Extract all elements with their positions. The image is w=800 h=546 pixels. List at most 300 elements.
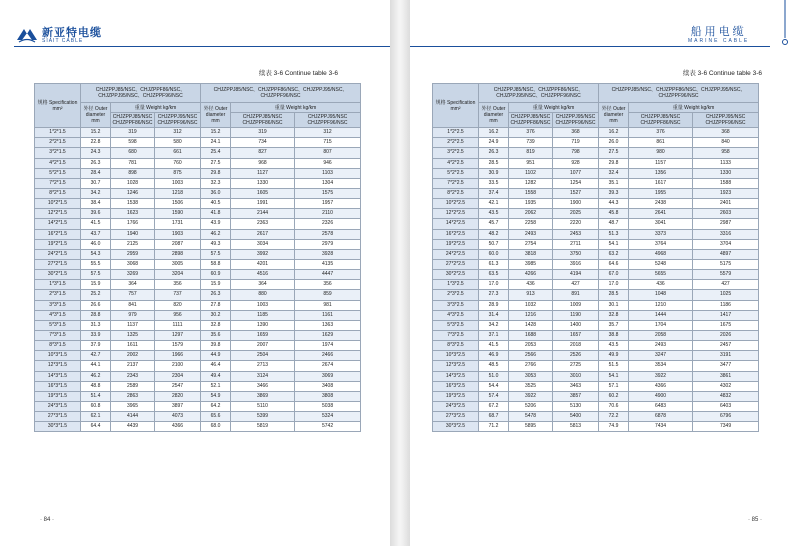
value-cell: 31.4 [479, 310, 509, 320]
value-cell: 24.9 [479, 138, 509, 148]
value-cell: 875 [155, 168, 201, 178]
header-sub-2: CHJZPPJ95/NSC CHJZPPF96/NSC [693, 113, 759, 128]
value-cell: 798 [553, 148, 599, 158]
value-cell: 2018 [553, 341, 599, 351]
value-cell: 319 [111, 128, 155, 138]
spec-cell: 4*2*2.5 [433, 158, 479, 168]
value-cell: 1704 [629, 320, 693, 330]
value-cell: 51.0 [479, 371, 509, 381]
value-cell: 3922 [509, 391, 553, 401]
spec-cell: 16*3*2.5 [433, 381, 479, 391]
table-row [35, 320, 361, 330]
spec-cell: 5*2*1.5 [35, 168, 81, 178]
value-cell: 2026 [693, 330, 759, 340]
value-cell: 49.3 [201, 239, 231, 249]
value-cell: 32.3 [201, 178, 231, 188]
value-cell: 2547 [155, 381, 201, 391]
value-cell: 67.0 [599, 270, 629, 280]
value-cell: 2504 [231, 351, 295, 361]
value-cell: 951 [509, 158, 553, 168]
header-rule [14, 46, 390, 47]
value-cell: 5248 [629, 259, 693, 269]
section-title-en: MARINE CABLE [688, 38, 750, 44]
value-cell: 5895 [509, 422, 553, 432]
header-sub-2: CHJZPPJ95/NSC CHJZPPF96/NSC [553, 113, 599, 128]
value-cell: 49.9 [599, 351, 629, 361]
value-cell: 61.3 [479, 259, 509, 269]
spec-cell: 24*2*1.5 [35, 249, 81, 259]
table-row [433, 391, 759, 401]
value-cell: 2466 [295, 351, 361, 361]
value-cell: 2062 [509, 209, 553, 219]
table-row [35, 361, 361, 371]
value-cell: 33.9 [81, 330, 111, 340]
value-cell: 1048 [629, 290, 693, 300]
table-row [35, 168, 361, 178]
value-cell: 2898 [155, 249, 201, 259]
value-cell: 52.1 [201, 381, 231, 391]
spec-cell: 8*2*1.5 [35, 188, 81, 198]
header-spec: 规格 Specification mm² [433, 84, 479, 128]
value-cell: 3808 [295, 391, 361, 401]
value-cell: 60.0 [479, 249, 509, 259]
value-cell: 1659 [231, 330, 295, 340]
value-cell: 1032 [509, 300, 553, 310]
table-row [35, 422, 361, 432]
value-cell: 3247 [629, 351, 693, 361]
value-cell: 3069 [295, 371, 361, 381]
value-cell: 1617 [629, 178, 693, 188]
value-cell: 2713 [231, 361, 295, 371]
header-sub-1: CHJZPPJ85/NSC CHJZPPF86/NSC [112, 114, 153, 127]
value-cell: 427 [553, 280, 599, 290]
value-cell: 2578 [295, 229, 361, 239]
value-cell: 3010 [553, 371, 599, 381]
header-weight: 重量 Weight kg/km [509, 103, 599, 113]
value-cell: 42.1 [479, 199, 509, 209]
value-cell: 29.8 [599, 158, 629, 168]
value-cell: 1356 [629, 168, 693, 178]
value-cell: 46.4 [201, 361, 231, 371]
value-cell: 33.5 [479, 178, 509, 188]
table-row [433, 229, 759, 239]
value-cell: 30.2 [201, 310, 231, 320]
value-cell: 27.8 [201, 300, 231, 310]
value-cell: 1935 [509, 199, 553, 209]
value-cell: 4366 [629, 381, 693, 391]
value-cell: 4302 [693, 381, 759, 391]
value-cell: 42.7 [81, 351, 111, 361]
header-rule [410, 46, 770, 47]
value-cell: 807 [295, 148, 361, 158]
value-cell: 3204 [155, 270, 201, 280]
table-row [35, 341, 361, 351]
value-cell: 968 [231, 158, 295, 168]
value-cell: 28.8 [81, 310, 111, 320]
value-cell: 3534 [629, 361, 693, 371]
value-cell: 43.5 [479, 209, 509, 219]
value-cell: 6483 [629, 401, 693, 411]
value-cell: 2457 [693, 341, 759, 351]
table-row [433, 300, 759, 310]
table-row [433, 280, 759, 290]
spec-cell: 3*2*2.5 [433, 148, 479, 158]
spec-cell: 3*3*1.5 [35, 300, 81, 310]
value-cell: 2110 [295, 209, 361, 219]
value-cell: 1161 [295, 310, 361, 320]
header-group-2: CHJZPPJ85/NSC、CHJZPPF86/NSC、CHJZPPJ95/NSC、CHJZPPF96/NSC [599, 84, 759, 103]
value-cell: 3857 [553, 391, 599, 401]
spec-cell: 12*3*2.5 [433, 361, 479, 371]
spec-cell: 5*3*1.5 [35, 320, 81, 330]
value-cell: 2258 [509, 219, 553, 229]
value-cell: 368 [553, 128, 599, 138]
value-cell: 39.3 [599, 188, 629, 198]
value-cell: 7349 [693, 422, 759, 432]
value-cell: 891 [553, 290, 599, 300]
table-row [35, 270, 361, 280]
value-cell: 1588 [693, 178, 759, 188]
value-cell: 2125 [111, 239, 155, 249]
value-cell: 4832 [693, 391, 759, 401]
value-cell: 1923 [693, 188, 759, 198]
spec-cell: 2*2*1.5 [35, 138, 81, 148]
value-cell: 17.0 [599, 280, 629, 290]
value-cell: 719 [553, 138, 599, 148]
value-cell: 28.9 [479, 300, 509, 310]
value-cell: 63.2 [599, 249, 629, 259]
table-row [433, 239, 759, 249]
value-cell: 928 [553, 158, 599, 168]
spec-cell: 8*3*1.5 [35, 341, 81, 351]
value-cell: 2326 [295, 219, 361, 229]
header-weight: 重量 Weight kg/km [231, 103, 361, 113]
value-cell: 25.2 [81, 290, 111, 300]
section-title-cn: 船用电缆 [690, 25, 747, 38]
value-cell: 5813 [553, 422, 599, 432]
header-sub-1: CHJZPPJ85/NSC CHJZPPF86/NSC [629, 113, 693, 128]
value-cell: 60.8 [81, 401, 111, 411]
value-cell: 5742 [295, 422, 361, 432]
value-cell: 958 [693, 148, 759, 158]
value-cell: 1246 [111, 188, 155, 198]
value-cell: 368 [693, 128, 759, 138]
value-cell: 64.4 [81, 422, 111, 432]
value-cell: 46.0 [81, 239, 111, 249]
value-cell: 1590 [155, 209, 201, 219]
value-cell: 54.4 [479, 381, 509, 391]
value-cell: 4194 [553, 270, 599, 280]
value-cell: 2987 [693, 219, 759, 229]
value-cell: 32.8 [599, 310, 629, 320]
value-cell: 980 [629, 148, 693, 158]
spec-cell: 16*2*2.5 [433, 229, 479, 239]
value-cell: 30.7 [81, 178, 111, 188]
value-cell: 3316 [693, 229, 759, 239]
spec-cell: 24*3*2.5 [433, 401, 479, 411]
table-row [35, 330, 361, 340]
value-cell: 41.5 [81, 219, 111, 229]
spec-cell: 2*3*1.5 [35, 290, 81, 300]
value-cell: 2493 [509, 229, 553, 239]
spec-cell: 10*3*1.5 [35, 351, 81, 361]
value-cell: 5478 [509, 412, 553, 422]
value-cell: 3068 [111, 259, 155, 269]
table-row [433, 128, 759, 138]
value-cell: 1330 [693, 168, 759, 178]
value-cell: 1575 [295, 188, 361, 198]
value-cell: 1282 [509, 178, 553, 188]
value-cell: 25.4 [201, 148, 231, 158]
spec-cell: 7*2*1.5 [35, 178, 81, 188]
spec-cell: 19*2*2.5 [433, 239, 479, 249]
value-cell: 41.8 [201, 209, 231, 219]
value-cell: 70.6 [599, 401, 629, 411]
table-row [35, 249, 361, 259]
value-cell: 2087 [155, 239, 201, 249]
value-cell: 60.2 [599, 391, 629, 401]
value-cell: 376 [629, 128, 693, 138]
value-cell: 1400 [553, 320, 599, 330]
value-cell: 54.3 [81, 249, 111, 259]
table-row [433, 381, 759, 391]
value-cell: 57.5 [201, 249, 231, 259]
spec-cell: 30*3*1.5 [35, 422, 81, 432]
value-cell: 5399 [231, 412, 295, 422]
spec-cell: 1*2*2.5 [433, 128, 479, 138]
value-cell: 2363 [231, 219, 295, 229]
spec-cell: 10*2*1.5 [35, 199, 81, 209]
value-cell: 5206 [509, 401, 553, 411]
value-cell: 3704 [693, 239, 759, 249]
cable-spec-table [432, 83, 759, 432]
value-cell: 35.6 [201, 330, 231, 340]
value-cell: 3818 [509, 249, 553, 259]
value-cell: 55.5 [81, 259, 111, 269]
value-cell: 715 [295, 138, 361, 148]
value-cell: 4900 [629, 391, 693, 401]
value-cell: 48.8 [81, 381, 111, 391]
left-page [0, 0, 390, 546]
spec-cell: 2*2*2.5 [433, 138, 479, 148]
value-cell: 3965 [111, 401, 155, 411]
value-cell: 67.2 [479, 401, 509, 411]
value-cell: 3005 [155, 259, 201, 269]
value-cell: 2959 [111, 249, 155, 259]
value-cell: 2589 [111, 381, 155, 391]
table-row [433, 270, 759, 280]
value-cell: 1629 [295, 330, 361, 340]
value-cell: 3985 [509, 259, 553, 269]
value-cell: 26.0 [599, 138, 629, 148]
value-cell: 2144 [231, 209, 295, 219]
header-outer-diameter: 外径 Outer diameter mm [599, 103, 629, 128]
value-cell: 2100 [155, 361, 201, 371]
table-row [35, 280, 361, 290]
value-cell: 436 [509, 280, 553, 290]
value-cell: 30.9 [479, 168, 509, 178]
value-cell: 1390 [231, 320, 295, 330]
table-row [433, 341, 759, 351]
value-cell: 1903 [155, 229, 201, 239]
value-cell: 913 [509, 290, 553, 300]
value-cell: 30.1 [599, 300, 629, 310]
section-title [688, 26, 749, 45]
value-cell: 1558 [509, 188, 553, 198]
value-cell: 46.2 [81, 371, 111, 381]
value-cell: 1766 [111, 219, 155, 229]
value-cell: 1025 [693, 290, 759, 300]
value-cell: 45.7 [479, 219, 509, 229]
value-cell: 39.8 [201, 341, 231, 351]
value-cell: 37.9 [81, 341, 111, 351]
value-cell: 312 [155, 128, 201, 138]
value-cell: 3408 [295, 381, 361, 391]
value-cell: 1538 [111, 199, 155, 209]
value-cell: 36.0 [201, 188, 231, 198]
value-cell: 57.1 [599, 381, 629, 391]
spec-cell: 8*2*2.5 [433, 188, 479, 198]
table-caption: 续表 3-6 Continue table 3-6 [682, 70, 762, 77]
value-cell: 1190 [553, 310, 599, 320]
table-row [433, 330, 759, 340]
value-cell: 364 [111, 280, 155, 290]
spec-cell: 5*2*2.5 [433, 168, 479, 178]
value-cell: 1157 [629, 158, 693, 168]
spec-cell: 24*3*1.5 [35, 401, 81, 411]
table-row [35, 219, 361, 229]
table-row [433, 310, 759, 320]
value-cell: 2002 [111, 351, 155, 361]
value-cell: 2754 [509, 239, 553, 249]
value-cell: 2820 [155, 391, 201, 401]
value-cell: 841 [111, 300, 155, 310]
table-row [433, 168, 759, 178]
value-cell: 31.3 [81, 320, 111, 330]
value-cell: 15.9 [201, 280, 231, 290]
value-cell: 1003 [231, 300, 295, 310]
value-cell: 427 [693, 280, 759, 290]
value-cell: 35.1 [599, 178, 629, 188]
value-cell: 3916 [553, 259, 599, 269]
spec-cell: 27*3*1.5 [35, 412, 81, 422]
value-cell: 5038 [295, 401, 361, 411]
value-cell: 1133 [693, 158, 759, 168]
value-cell: 3897 [155, 401, 201, 411]
table-row [433, 412, 759, 422]
spec-cell: 4*3*1.5 [35, 310, 81, 320]
table-row [433, 249, 759, 259]
header-spec: 规格 Specification mm² [35, 84, 81, 128]
value-cell: 2453 [553, 229, 599, 239]
value-cell: 27.5 [599, 148, 629, 158]
value-cell: 48.7 [599, 219, 629, 229]
value-cell: 54.1 [599, 239, 629, 249]
header-group-1: CHJZPPJ85/NSC、CHJZPPF86/NSC、CHJZPPJ95/NSC、CHJZPPF96/NSC [81, 84, 201, 103]
spec-cell: 1*3*1.5 [35, 280, 81, 290]
value-cell: 2711 [553, 239, 599, 249]
value-cell: 29.8 [201, 168, 231, 178]
spec-cell: 14*3*1.5 [35, 371, 81, 381]
spec-cell: 24*2*2.5 [433, 249, 479, 259]
table-row [433, 351, 759, 361]
spec-cell: 27*2*1.5 [35, 259, 81, 269]
value-cell: 1028 [111, 178, 155, 188]
table-row [35, 290, 361, 300]
value-cell: 2438 [629, 199, 693, 209]
header-sub-1: CHJZPPJ85/NSC CHJZPPF86/NSC [510, 114, 551, 127]
value-cell: 436 [629, 280, 693, 290]
table-row [433, 320, 759, 330]
value-cell: 3269 [111, 270, 155, 280]
value-cell: 2766 [509, 361, 553, 371]
value-cell: 3928 [295, 249, 361, 259]
value-cell: 24.3 [81, 148, 111, 158]
value-cell: 3041 [629, 219, 693, 229]
value-cell: 1210 [629, 300, 693, 310]
value-cell: 16.2 [599, 128, 629, 138]
value-cell: 5400 [553, 412, 599, 422]
value-cell: 2493 [629, 341, 693, 351]
value-cell: 861 [629, 138, 693, 148]
value-cell: 4073 [155, 412, 201, 422]
value-cell: 1186 [693, 300, 759, 310]
value-cell: 44.1 [81, 361, 111, 371]
value-cell: 32.4 [599, 168, 629, 178]
value-cell: 1579 [155, 341, 201, 351]
value-cell: 48.5 [479, 361, 509, 371]
value-cell: 1297 [155, 330, 201, 340]
value-cell: 71.2 [479, 422, 509, 432]
table-row [433, 148, 759, 158]
value-cell: 827 [231, 148, 295, 158]
table-row [433, 361, 759, 371]
table-row [35, 412, 361, 422]
spec-cell: 30*3*2.5 [433, 422, 479, 432]
header-outer-diameter: 外径 Outer diameter mm [479, 103, 509, 128]
value-cell: 2220 [553, 219, 599, 229]
value-cell: 757 [111, 290, 155, 300]
spec-cell: 16*2*1.5 [35, 229, 81, 239]
spec-cell: 5*3*2.5 [433, 320, 479, 330]
value-cell: 5175 [693, 259, 759, 269]
value-cell: 760 [155, 158, 201, 168]
value-cell: 2566 [509, 351, 553, 361]
value-cell: 859 [295, 290, 361, 300]
value-cell: 1003 [155, 178, 201, 188]
spec-cell: 16*3*1.5 [35, 381, 81, 391]
value-cell: 63.5 [479, 270, 509, 280]
value-cell: 43.9 [201, 219, 231, 229]
value-cell: 57.4 [479, 391, 509, 401]
value-cell: 22.8 [81, 138, 111, 148]
value-cell: 4516 [231, 270, 295, 280]
value-cell: 2137 [111, 361, 155, 371]
value-cell: 4144 [111, 412, 155, 422]
value-cell: 5655 [629, 270, 693, 280]
table-row [35, 401, 361, 411]
table-row [35, 381, 361, 391]
table-row [433, 138, 759, 148]
value-cell: 661 [155, 148, 201, 158]
value-cell: 4366 [155, 422, 201, 432]
value-cell: 3525 [509, 381, 553, 391]
value-cell: 51.4 [81, 391, 111, 401]
value-cell: 1428 [509, 320, 553, 330]
cable-spec-table [34, 83, 361, 432]
value-cell: 26.6 [81, 300, 111, 310]
value-cell: 1330 [231, 178, 295, 188]
